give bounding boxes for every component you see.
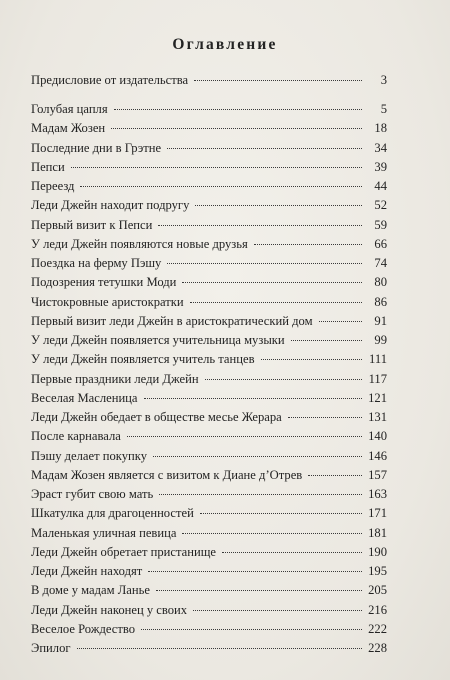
toc-entry — [31, 101, 387, 118]
toc-entry-page-number: 140 — [368, 429, 387, 444]
toc-entry-page-number: 59 — [374, 217, 387, 232]
dot-leader — [190, 302, 362, 303]
toc-entry-title: Поездка на ферму Пэшу — [31, 256, 162, 270]
toc-entry — [31, 255, 387, 272]
toc-entry-page-number: 181 — [368, 525, 387, 540]
toc-entry-title: Веселая Масленица — [31, 390, 138, 405]
dot-leader — [254, 244, 362, 245]
toc-entry-title: В доме у мадам Ланье — [31, 583, 150, 598]
toc-entry-title: Леди Джейн наконец у своих — [31, 602, 188, 617]
toc-entry-title: Предисловие от издательства — [31, 73, 189, 87]
toc-entry-title: У леди Джейн появляется учительница музыки — [31, 333, 285, 347]
dot-leader — [141, 629, 362, 630]
toc-entry-page-number: 99 — [374, 333, 387, 347]
toc-entry — [31, 486, 387, 503]
toc-entry — [31, 621, 387, 638]
toc-entry — [31, 197, 387, 214]
toc-entry-page-number: 216 — [368, 602, 387, 617]
toc-entry-title: Шкатулка для драгоценностей — [31, 506, 194, 521]
dot-leader — [182, 533, 362, 534]
toc-entry-title: Голубая цапля — [31, 102, 108, 116]
dot-leader — [80, 186, 362, 187]
toc-entry-page-number: 171 — [368, 506, 387, 521]
dot-leader — [153, 456, 362, 457]
toc-entry-title: Пепси — [31, 159, 65, 174]
toc-entry-page-number: 228 — [368, 641, 387, 655]
toc-entry — [31, 505, 387, 522]
toc-entry-title: Чистокровные аристократки — [31, 294, 184, 309]
toc-entry-title: Маленькая уличная певица — [31, 525, 177, 540]
toc-entry-page-number: 5 — [380, 102, 387, 116]
toc-entry-page-number: 195 — [368, 564, 387, 578]
toc-entry-page-number: 117 — [368, 371, 387, 386]
toc-entry-title: Мадам Жозен является с визитом к Диане д’Отрев — [31, 467, 303, 482]
toc-entry — [31, 563, 387, 580]
toc-entry — [31, 178, 387, 195]
toc-entry — [31, 371, 387, 388]
toc-entry-title: Веселое Рождество — [31, 621, 136, 636]
toc-entry-page-number: 18 — [374, 121, 387, 136]
dot-leader — [127, 436, 362, 437]
toc-entry-page-number: 34 — [374, 140, 387, 155]
toc-entry-title: У леди Джейн появляется учитель танцев — [31, 352, 255, 367]
toc-entry — [31, 274, 387, 291]
toc-entry — [31, 159, 387, 176]
dot-leader — [144, 398, 362, 399]
dot-leader — [167, 148, 362, 149]
toc-entry-title: Первый визит леди Джейн в аристократический дом — [31, 313, 313, 328]
toc-entry — [31, 525, 387, 542]
toc-entry — [31, 72, 387, 89]
toc-entry-page-number: 3 — [380, 73, 387, 87]
toc-entry-title: Леди Джейн обедает в обществе месье Жерара — [31, 410, 282, 424]
toc-entry — [31, 582, 387, 599]
toc-entry-page-number: 66 — [374, 236, 387, 251]
toc-entry — [31, 351, 387, 368]
toc-entry-page-number: 131 — [368, 410, 387, 424]
toc-entry-title: У леди Джейн появляются новые друзья — [31, 236, 248, 251]
dot-leader — [71, 167, 362, 168]
toc-entry — [31, 294, 387, 311]
dot-leader — [111, 128, 362, 129]
toc-entry-title: Леди Джейн находит подругу — [31, 198, 190, 213]
dot-leader — [182, 282, 362, 283]
dot-leader — [159, 494, 362, 495]
page-title: Оглавление — [172, 36, 278, 53]
dot-leader — [156, 590, 362, 591]
dot-leader — [195, 205, 362, 206]
toc-entry-page-number: 91 — [374, 313, 387, 328]
toc-entry-title: Пэшу делает покупку — [31, 448, 148, 463]
toc-entry — [31, 448, 387, 465]
toc-entry — [31, 602, 387, 619]
toc-entry — [31, 120, 387, 137]
toc-entry — [31, 409, 387, 426]
toc-entry-page-number: 111 — [369, 352, 387, 367]
toc-entry-title: Мадам Жозен — [31, 121, 106, 136]
toc-entry-title: Первый визит к Пепси — [31, 217, 153, 232]
toc-entry-page-number: 52 — [374, 198, 387, 213]
toc-entry-title: Первые праздники леди Джейн — [31, 371, 199, 386]
dot-leader — [222, 552, 362, 553]
dot-leader — [319, 321, 362, 322]
toc-entry — [31, 544, 387, 561]
toc-entry — [31, 640, 387, 657]
dot-leader — [158, 225, 362, 226]
toc-entry-page-number: 222 — [368, 621, 387, 636]
toc-entry-title: Подозрения тетушки Моди — [31, 275, 177, 290]
dot-leader — [148, 571, 362, 572]
toc-entry-title: Последние дни в Грэтне — [31, 140, 162, 155]
toc-entry-title: Переезд — [31, 179, 75, 193]
toc-entry — [31, 217, 387, 234]
toc-entry-page-number: 157 — [368, 467, 387, 482]
toc-entry-page-number: 86 — [374, 294, 387, 309]
toc-entry — [31, 332, 387, 349]
dot-leader — [194, 80, 362, 81]
toc-entry-title: Леди Джейн обретает пристанище — [31, 544, 216, 559]
toc-entry-page-number: 190 — [368, 544, 387, 559]
toc-entry-title: Эраст губит свою мать — [31, 487, 154, 501]
toc-entry — [31, 467, 387, 484]
dot-leader — [288, 417, 362, 418]
toc-entry-page-number: 146 — [368, 448, 387, 463]
toc-entry-title: Эпилог — [31, 641, 71, 655]
toc-entry-page-number: 39 — [374, 159, 387, 174]
dot-leader — [114, 109, 362, 110]
toc-entry-page-number: 74 — [374, 256, 387, 270]
toc-entry-page-number: 163 — [368, 487, 387, 501]
toc-entry-page-number: 205 — [368, 583, 387, 598]
toc-entry — [31, 236, 387, 253]
toc-entry — [31, 140, 387, 157]
toc-entry-title: Леди Джейн находят — [31, 564, 143, 578]
toc-entry-page-number: 121 — [368, 390, 387, 405]
dot-leader — [261, 359, 362, 360]
dot-leader — [193, 610, 362, 611]
toc-entry-title: После карнавала — [31, 429, 121, 444]
dot-leader — [308, 475, 362, 476]
dot-leader — [291, 340, 362, 341]
toc-entry — [31, 390, 387, 407]
dot-leader — [77, 648, 362, 649]
toc-entry — [31, 428, 387, 445]
dot-leader — [200, 513, 362, 514]
toc-entry-page-number: 80 — [374, 275, 387, 290]
toc-entry — [31, 313, 387, 330]
dot-leader — [205, 379, 362, 380]
toc-entry-page-number: 44 — [374, 179, 387, 193]
dot-leader — [167, 263, 362, 264]
